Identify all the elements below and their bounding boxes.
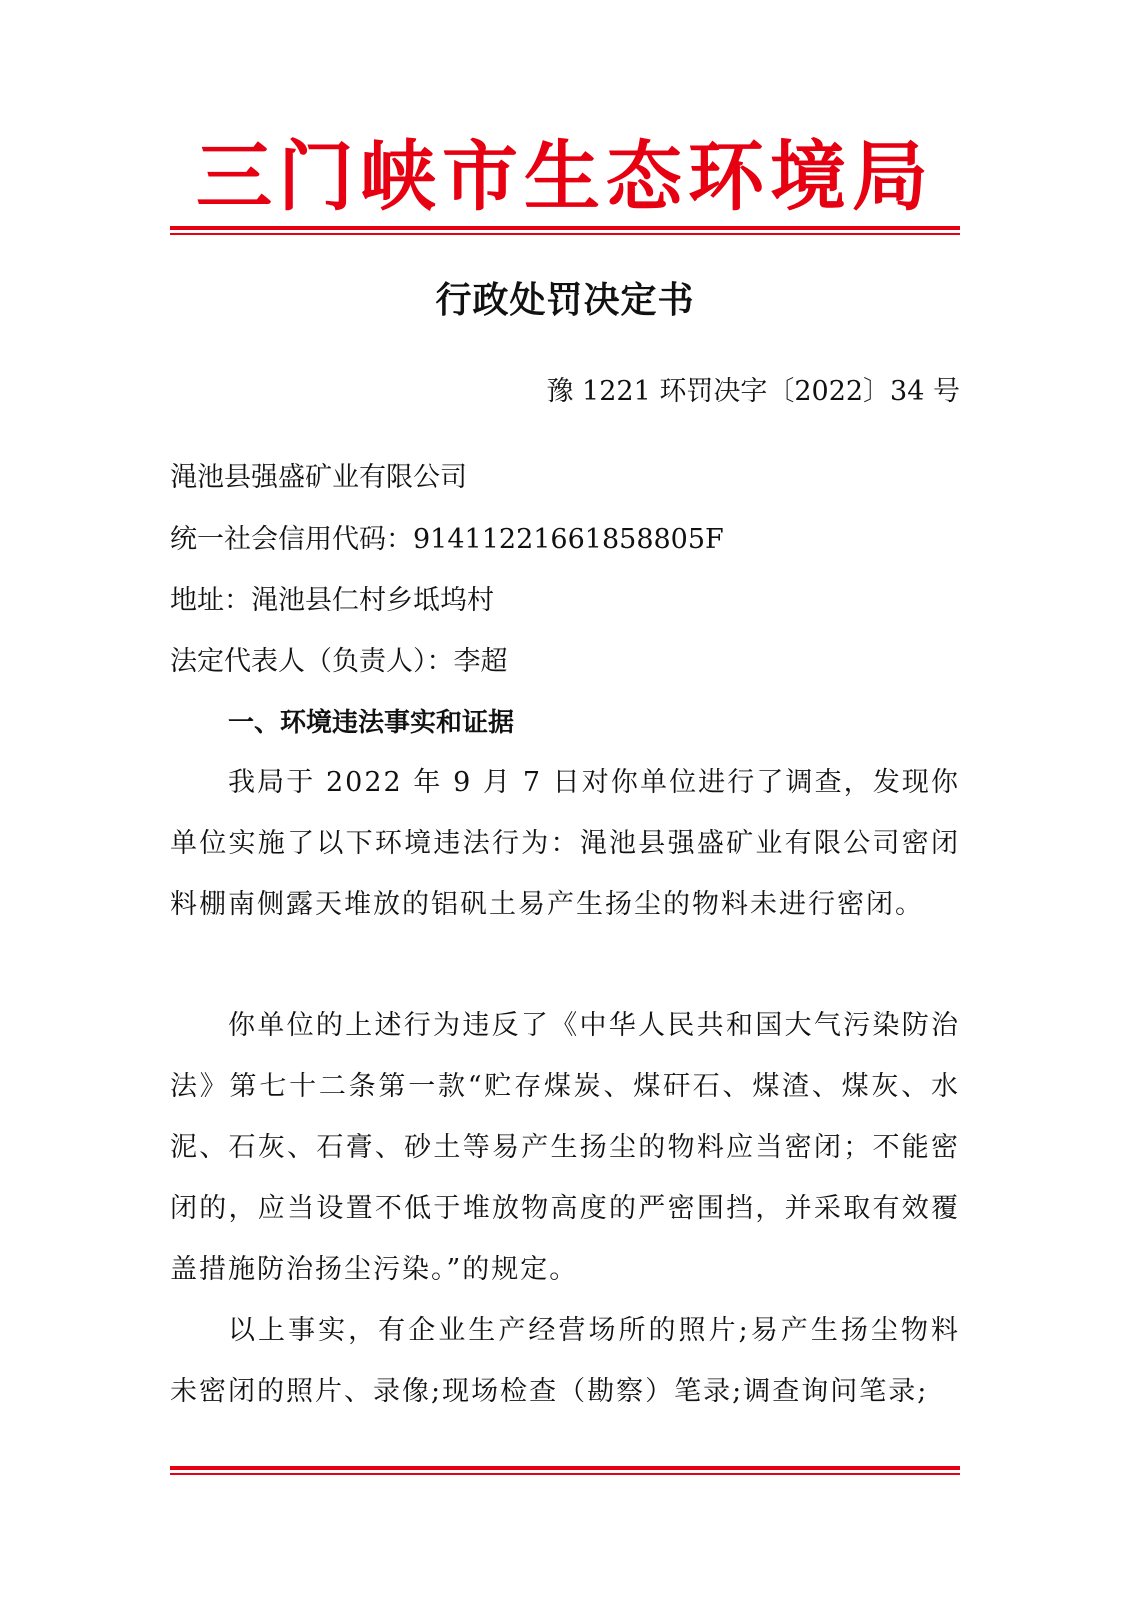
footer-red-rule [170,1466,960,1475]
recipient-representative: 法定代表人（负责人）：李超 [170,646,508,677]
section-heading-violation-facts: 一、环境违法事实和证据 [228,708,515,738]
letterhead-org-name: 三门峡市生态环境局 [196,132,934,221]
document-number: 豫 1221 环罚决字〔2022〕34 号 [546,376,960,407]
red-rule-thick [170,226,960,230]
paragraph-evidence: 以上事实，有企业生产经营场所的照片;易产生扬尘物料未密闭的照片、录像;现场检查（勘察）笔录;调查询问笔录; [170,1315,960,1407]
footer-rule-thin [170,1473,960,1475]
recipient-company: 渑池县强盛矿业有限公司 [170,462,467,493]
recipient-address: 地址：渑池县仁村乡坻坞村 [170,585,494,616]
footer-rule-thick [170,1466,960,1470]
paragraph-legal-basis: 你单位的上述行为违反了《中华人民共和国大气污染防治法》第七十二条第一款“贮存煤炭、煤矸石、煤渣、煤灰、水泥、石灰、石膏、砂土等易产生扬尘的物料应当密闭；不能密闭的，应当设置不低于堆放物高度的严密围挡，并采取有效覆盖措施防治扬尘污染。”的规定。 [170,1010,960,1285]
letterhead-red-rule [170,226,960,235]
red-rule-thin [170,233,960,235]
recipient-credit-code: 统一社会信用代码：91411221661858805F [170,524,724,555]
paragraph-investigation: 我局于 2022 年 9 月 7 日对你单位进行了调查，发现你单位实施了以下环境违法行为：渑池县强盛矿业有限公司密闭料棚南侧露天堆放的铝矾土易产生扬尘的物料未进行密闭。 [170,767,960,920]
document-title: 行政处罚决定书 [435,280,695,321]
